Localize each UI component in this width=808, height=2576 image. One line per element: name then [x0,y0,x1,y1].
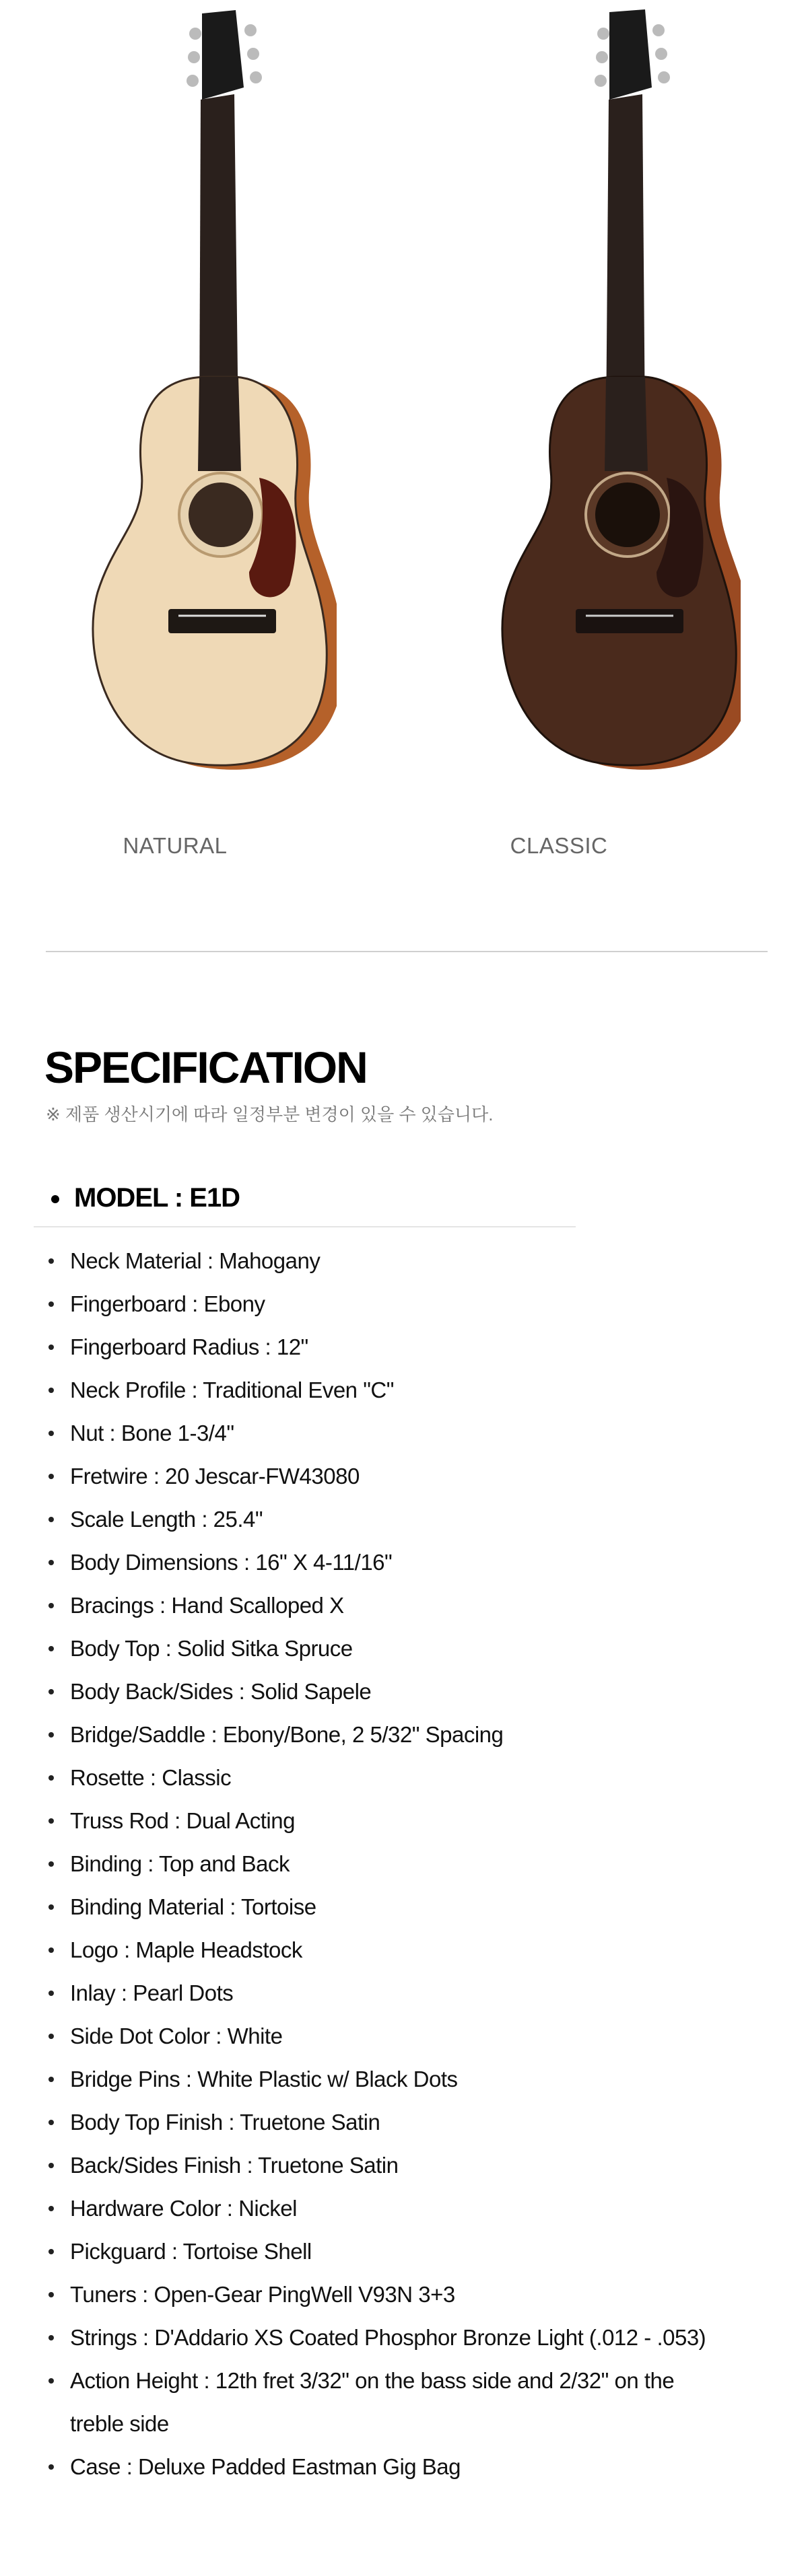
spec-item [46,2316,786,2359]
spec-item [46,1498,786,1541]
natural-guitar-image [67,0,337,781]
bullet-dot [48,2077,54,2082]
bullet-dot [48,1775,54,1781]
spec-item [46,1799,786,1842]
spec-item-text: Binding Material : Tortoise [70,1894,316,1919]
spec-item-text: Binding : Top and Back [70,1851,290,1876]
spec-item-text: Hardware Color : Nickel [70,2196,297,2221]
spec-item-text: Truss Rod : Dual Acting [70,1808,295,1833]
model-bullet [51,1195,59,1203]
spec-item-text: Logo : Maple Headstock [70,1937,302,1962]
spec-item [46,2101,786,2144]
variant-natural [0,0,404,875]
bullet-dot [48,1603,54,1608]
bullet-dot [48,1474,54,1479]
bullet-dot [48,1388,54,1393]
spec-item-text: Fingerboard Radius : 12" [70,1334,308,1359]
spec-item [46,2273,786,2316]
bullet-dot [48,1947,54,1953]
spec-item-text: Bridge Pins : White Plastic w/ Black Dots [70,2067,458,2091]
spec-item [46,1541,786,1584]
spec-item [46,1326,786,1369]
spec-item-text: Case : Deluxe Padded Eastman Gig Bag [70,2454,461,2479]
spec-item [46,2015,786,2058]
spec-item [46,1283,786,1326]
spec-item [46,1713,786,1756]
spec-item-text: Action Height : 12th fret 3/32" on the bass side and 2/32" on the treble side [70,2368,675,2436]
bullet-dot [48,1517,54,1522]
spec-item-text: Rosette : Classic [70,1765,232,1790]
bullet-dot [48,1431,54,1436]
section-divider [46,951,768,952]
spec-item-text: Fingerboard : Ebony [70,1291,265,1316]
bullet-dot [48,2120,54,2125]
spec-item-text: Neck Profile : Traditional Even "C" [70,1378,394,1402]
bullet-dot [48,1345,54,1350]
spec-item [46,2058,786,2101]
spec-item [46,2144,786,2187]
specification-title: SPECIFICATION [44,1042,367,1092]
spec-item-text: Neck Material : Mahogany [70,1248,321,1273]
spec-item-text: Bridge/Saddle : Ebony/Bone, 2 5/32" Spacing [70,1722,504,1747]
model-heading [34,1179,576,1227]
specification-note: ※ 제품 생산시기에 따라 일정부분 변경이 있을 수 있습니다. [46,1104,494,1124]
spec-item [46,1412,786,1455]
spec-item [46,2187,786,2230]
bullet-dot [48,1732,54,1738]
spec-item-text: Body Top : Solid Sitka Spruce [70,1636,353,1661]
guitar-variants [0,0,808,875]
bullet-dot [48,2464,54,2470]
spec-item-text: Pickguard : Tortoise Shell [70,2239,312,2264]
spec-item-text: Tuners : Open-Gear PingWell V93N 3+3 [70,2282,455,2307]
spec-item [46,1929,786,1972]
spec-item-text: Side Dot Color : White [70,2024,283,2048]
bullet-dot [48,2206,54,2211]
spec-item-text: Fretwire : 20 Jescar-FW43080 [70,1464,360,1489]
spec-item [46,1455,786,1498]
spec-item [46,2230,786,2273]
spec-item [46,1972,786,2015]
spec-item [46,2445,786,2489]
variant-name-classic: CLASSIC [510,833,608,858]
spec-item [46,1584,786,1627]
spec-item [46,1842,786,1886]
bullet-dot [48,2034,54,2039]
spec-item [46,1670,786,1713]
bullet-dot [48,2378,54,2384]
spec-item-text: Body Back/Sides : Solid Sapele [70,1679,372,1704]
classic-guitar-image [471,0,741,781]
spec-item-text: Body Dimensions : 16" X 4-11/16" [70,1550,393,1575]
spec-item-text: Bracings : Hand Scalloped X [70,1593,344,1618]
bullet-dot [48,2249,54,2254]
spec-item-text: Inlay : Pearl Dots [70,1980,234,2005]
bullet-dot [48,1646,54,1651]
spec-item-text: Nut : Bone 1-3/4" [70,1421,234,1445]
bullet-dot [48,2292,54,2297]
bullet-dot [48,1818,54,1824]
spec-item [46,1886,786,1929]
spec-item [46,1627,786,1670]
bullet-dot [48,1689,54,1694]
bullet-dot [48,1904,54,1910]
spec-item-text: Body Top Finish : Truetone Satin [70,2110,380,2135]
bullet-dot [48,1861,54,1867]
spec-item-text: Scale Length : 25.4" [70,1507,263,1532]
model-name: MODEL : E1D [74,1183,240,1213]
spec-item [46,1369,786,1412]
spec-item [46,1240,786,1283]
bullet-dot [48,1991,54,1996]
bullet-dot [48,1560,54,1565]
spec-item [46,2359,786,2445]
bullet-dot [48,1258,54,1264]
spec-item-text: Strings : D'Addario XS Coated Phosphor Bronze Light (.012 - .053) [70,2325,706,2350]
bullet-dot [48,1301,54,1307]
spec-item-text: Back/Sides Finish : Truetone Satin [70,2153,399,2178]
variant-classic [404,0,808,875]
bullet-dot [48,2335,54,2340]
variant-name-natural: NATURAL [123,833,228,858]
spec-list [46,1240,786,2489]
bullet-dot [48,2163,54,2168]
spec-item [46,1756,786,1799]
